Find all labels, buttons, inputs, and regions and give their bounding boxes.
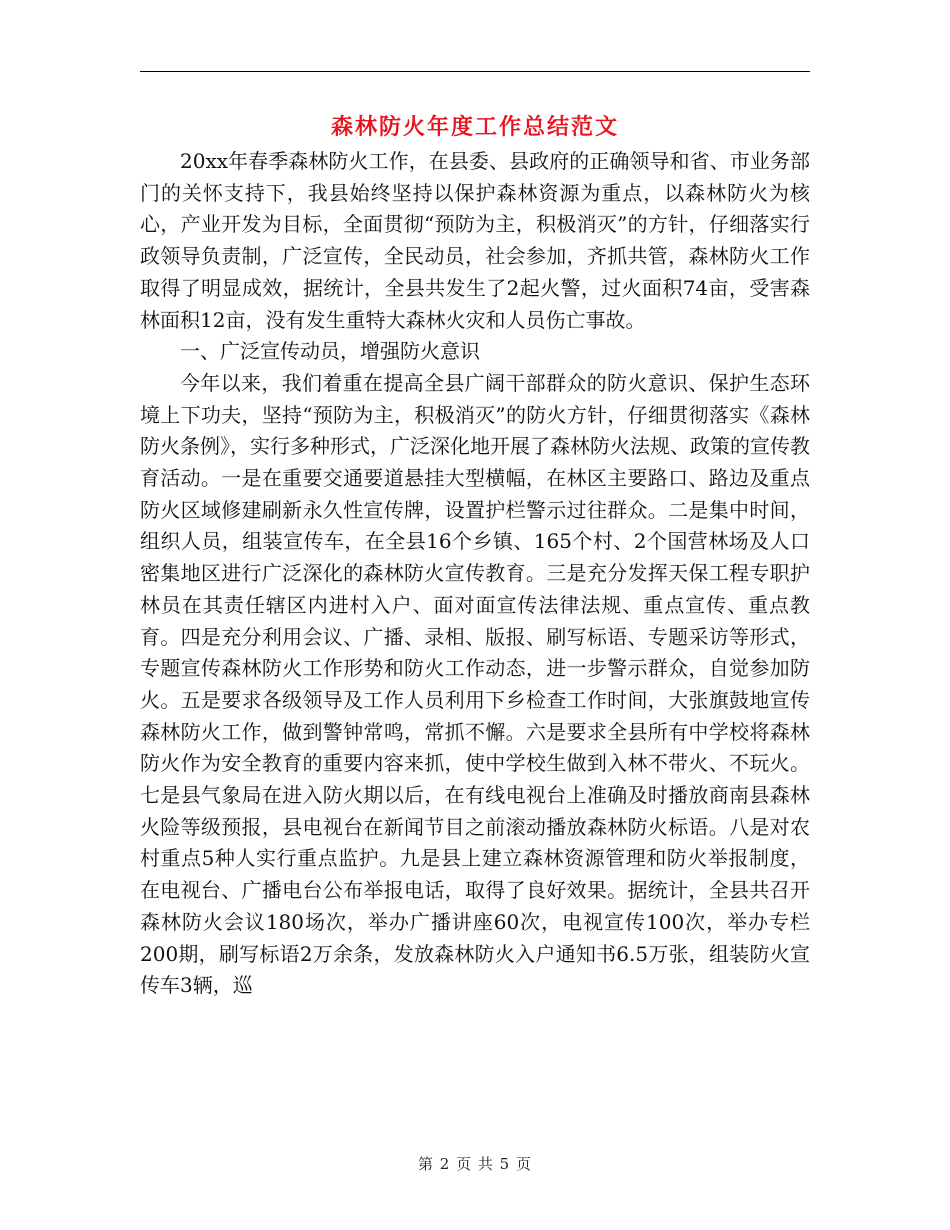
header-rule bbox=[140, 71, 810, 72]
section-heading-1: 一、广泛宣传动员，增强防火意识 bbox=[180, 339, 480, 364]
document-title: 森林防火年度工作总结范文 bbox=[330, 114, 619, 140]
document-body bbox=[140, 146, 810, 1002]
page-number-footer: 第 2 页 共 5 页 bbox=[418, 1155, 532, 1173]
paragraph-section-1: 今年以来，我们着重在提高全县广阔干部群众的防火意识、保护生态环境上下功夫，坚持“预防为主，积极消灭”的防火方针，仔细贯彻落实《森林防火条例》，实行多种形式，广泛深化地开展了森林防火法规、政策的宣传教育活动。一是在重要交通要道悬挂大型横幅，在林区主要路口、路边及重点防火区域修建刷新永久性宣传牌，设置护栏警示过往群众。二是集中时间，组织人员，组装宣传车，在全县16个乡镇、165个村、2个国营林场及人口密集地区进行广泛深化的森林防火宣传教育。三是充分发挥天保工程专职护林员在其责任辖区内进村入户、面对面宣传法律法规、重点宣传、重点教育。四是充分利用会议、广播、录相、版报、刷写标语、专题采访等形式，专题宣传森林防火工作形势和防火工作动态，进一步警示群众，自觉参加防火。五是要求各级领导及工作人员利用下乡检查工作时间，大张旗鼓地宣传森林防火工作，做到警钟常鸣，常抓不懈。六是要求全县所有中学校将森林防火作为安全教育的重要内容来抓，使中学校生做到入林不带火、不玩火。七是县气象局在进入防火期以后，在有线电视台上准确及时播放商南县森林火险等级预报，县电视台在新闻节目之前滚动播放森林防火标语。八是对农村重点5种人实行重点监护。九是县上建立森林资源管理和防火举报制度，在电视台、广播电台公布举报电话，取得了良好效果。据统计，全县共召开森林防火会议180场次，举办广播讲座60次，电视宣传100次，举办专栏200期，刷写标语2万余条，发放森林防火入户通知书6.5万张，组装防火宣传车3辆，巡 bbox=[140, 370, 810, 998]
paragraph-intro: 20xx年春季森林防火工作，在县委、县政府的正确领导和省、市业务部门的关怀支持下，我县始终坚持以保护森林资源为重点，以森林防火为核心，产业开发为目标，全面贯彻“预防为主，积极消灭”的方针，仔细落实行政领导负责制，广泛宣传，全民动员，社会参加，齐抓共管，森林防火工作取得了明显成效，据统计，全县共发生了2起火警，过火面积74亩，受害森林面积12亩，没有发生重特大森林火灾和人员伤亡事故。 bbox=[140, 149, 810, 332]
